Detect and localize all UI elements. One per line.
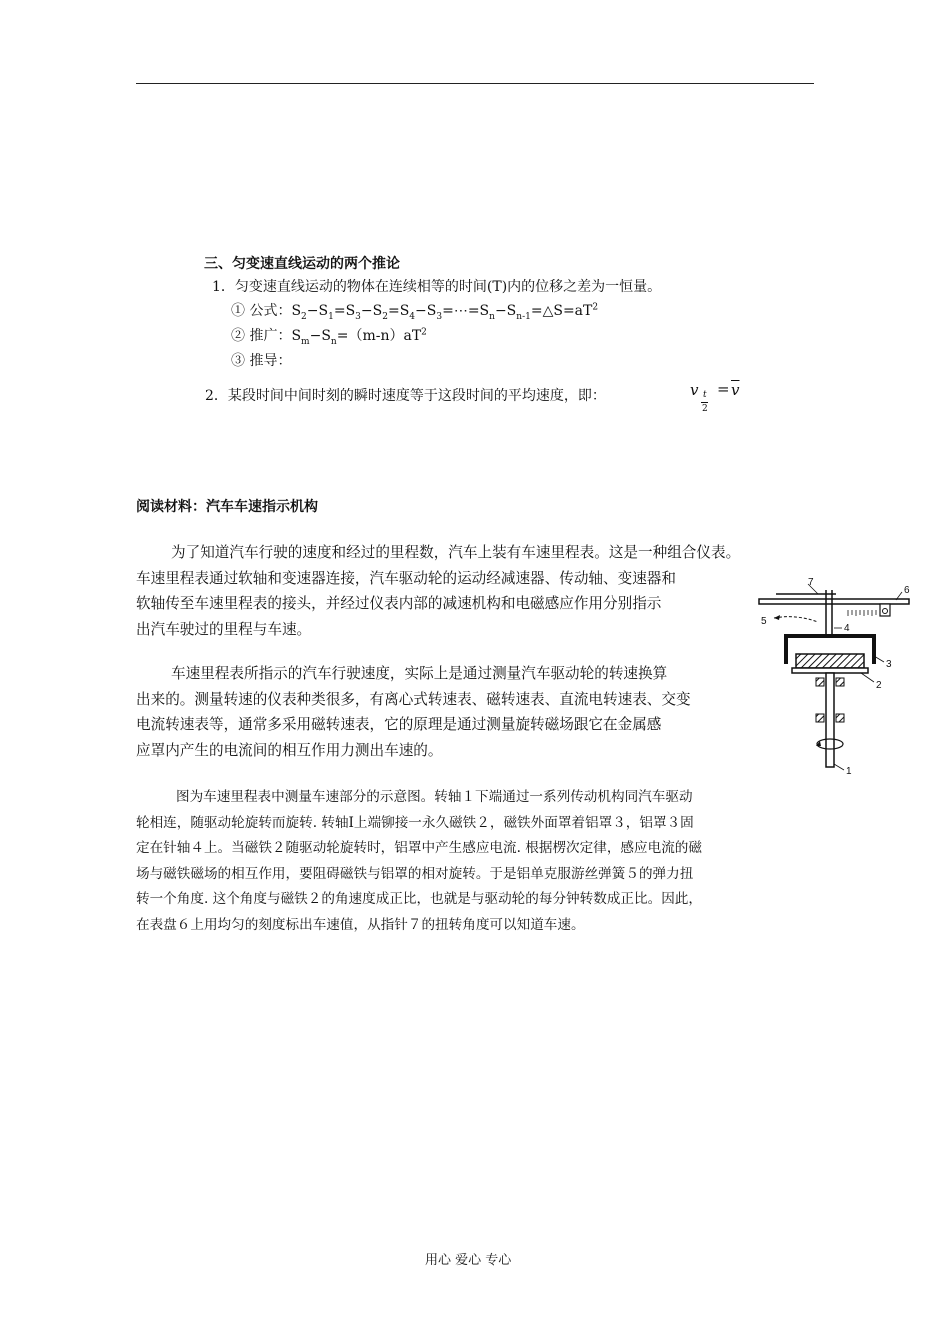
header-rule <box>136 83 814 84</box>
paragraph-line: 电流转速表等，通常多采用磁转速表，它的原理是通过测量旋转磁场跟它在金属感 <box>136 716 662 733</box>
label-dial: 6 <box>904 585 910 596</box>
reading-paragraph-1 <box>136 540 816 642</box>
paragraph-line: 车速里程表通过软轴和变速器连接，汽车驱动轮的运动经减速器、传动轴、变速器和 <box>136 569 676 587</box>
fraction-bar <box>701 402 708 403</box>
average-velocity-symbol: $\overline{v}$ <box>731 381 740 399</box>
permanent-magnet <box>796 654 864 668</box>
corollary-line <box>231 327 427 345</box>
subscript-2: 2 <box>702 404 708 414</box>
paragraph-line: 轮相连，随驱动轮旋转而旋转. 转轴Ⅰ上端铆接一永久磁铁２，磁铁外面罩着铝罩３，铝罩３固 <box>136 814 694 831</box>
paragraph-line: 转一个角度. 这个角度与磁铁２的角速度成正比，也就是与驱动轮的每分钟转数成正比。因此， <box>136 891 702 907</box>
paragraph-line: 为了知道汽车行驶的速度和经过的里程数，汽车上装有车速里程表。这是一种组合仪表。 <box>171 544 741 561</box>
paragraph-line: 应罩内产生的电流间的相互作用力测出车速的。 <box>136 741 443 759</box>
item-2-text: 2．某段时间中间时刻的瞬时速度等于这段时间的平均速度，即： <box>205 388 606 404</box>
dial-plate <box>759 599 909 604</box>
dial-scale <box>848 610 876 616</box>
corollary-label: ② 推广： <box>231 328 292 344</box>
formula-line <box>231 302 598 320</box>
paragraph-line: 软轴传至车速里程表的接头，并经过仪表内部的减速机构和电磁感应作用分别指示 <box>136 595 662 612</box>
item-1-text: 1．匀变速直线运动的物体在连续相等的时间(T)内的位移之差为一恒量。 <box>212 279 662 295</box>
paragraph-line: 场与磁铁磁场的相互作用，要阻碍磁铁与铝罩的相对旋转。于是铝单克服游丝弹簧５的弹力扭 <box>136 865 694 882</box>
label-pointer: 7 <box>808 578 814 588</box>
reading-paragraph-3 <box>136 785 816 938</box>
label-aluminum-cap: 3 <box>886 659 892 670</box>
velocity-symbol: v <box>690 381 699 399</box>
formula-expression: $S_2-S_1=S_3-S_2=S_4-S_3=\cdots=S_n-S_{n-1}=\triangle S=aT^2$ <box>291 302 599 322</box>
paragraph-line: 图为车速里程表中测量车速部分的示意图。转轴１下端通过一系列传动机构同汽车驱动 <box>176 789 693 805</box>
label-magnet: 2 <box>876 680 882 691</box>
corollary-expression: $S_m-S_n=(m-n)aT^2$ <box>291 327 427 347</box>
paragraph-line: 在表盘６上用均匀的刻度标出车速值，从指针７的扭转角度可以知道车速。 <box>136 916 585 933</box>
derivation-label: ③ 推导： <box>231 353 292 369</box>
label-shaft: 1 <box>846 766 852 777</box>
section-heading: 三、匀变速直线运动的两个推论 <box>204 256 400 272</box>
rotating-shaft <box>826 673 834 767</box>
speedometer-diagram <box>756 578 916 778</box>
paragraph-line: 定在针轴４上。当磁铁２随驱动轮旋转时，铝罩中产生感应电流. 根据楞次定律，感应电流的磁 <box>136 840 702 856</box>
page-footer: 用心 爱心 专心 <box>425 1253 512 1268</box>
subscript-t: t <box>703 390 707 400</box>
paragraph-line: 车速里程表所指示的汽车行驶速度，实际上是通过测量汽车驱动轮的转速换算 <box>171 665 668 682</box>
paragraph-line: 出汽车驶过的里程与车速。 <box>136 620 312 638</box>
reading-title: 阅读材料：汽车车速指示机构 <box>136 499 318 515</box>
label-hairspring: 5 <box>761 616 767 627</box>
equals-sign: = <box>717 380 730 398</box>
paragraph-line: 出来的。测量转速的仪表种类很多，有离心式转速表、磁转速表、直流电转速表、交变 <box>136 690 691 708</box>
reading-paragraph-2 <box>136 661 756 763</box>
label-needle-shaft: 4 <box>844 623 850 634</box>
item-2-formula <box>690 379 750 419</box>
formula-label: ① 公式： <box>231 303 292 319</box>
